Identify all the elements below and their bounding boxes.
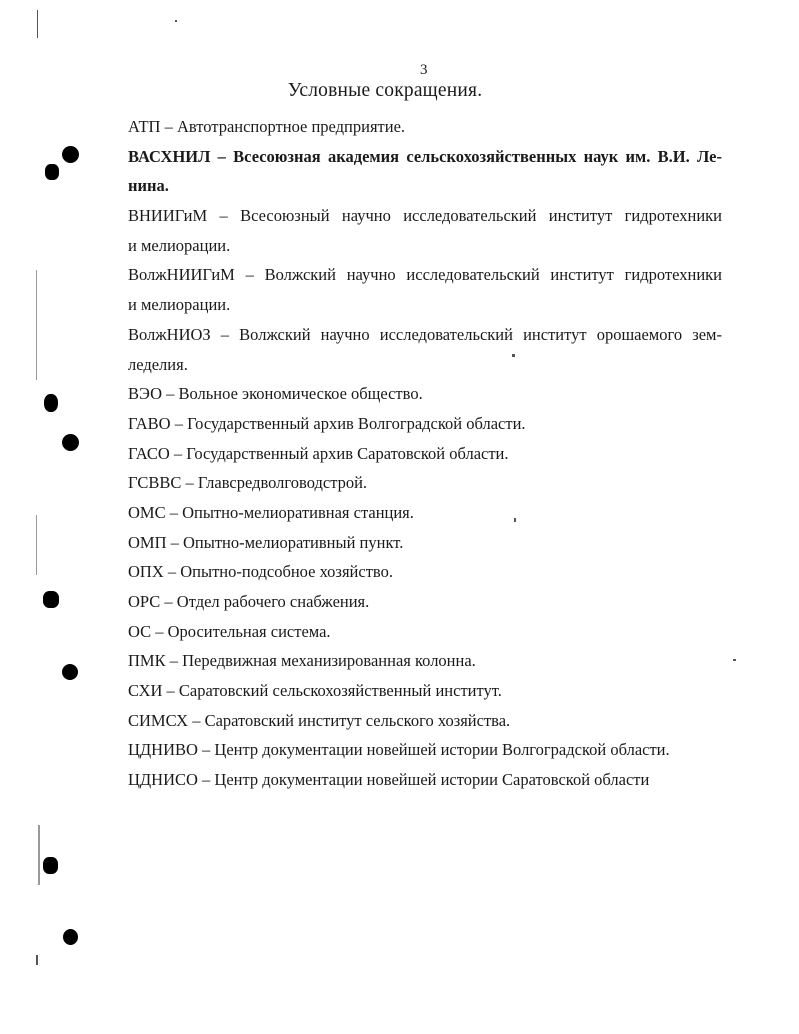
punch-hole-mark <box>45 164 59 180</box>
abbreviation-entry <box>128 142 722 201</box>
abbreviation-entry <box>128 379 722 409</box>
entry-line: ПМК – Передвижная механизированная колонна. <box>128 651 476 671</box>
entry-line: ЦДНИВО – Центр документации новейшей истории Волгоградской области. <box>128 740 670 760</box>
abbreviation-entry <box>128 676 722 706</box>
entry-line: ВЭО – Вольное экономическое общество. <box>128 384 423 404</box>
punch-hole-mark <box>62 146 79 163</box>
entry-line: СИМСХ – Саратовский институт сельского хозяйства. <box>128 710 511 730</box>
page-number: 3 <box>420 62 428 78</box>
abbreviation-entry <box>128 557 722 587</box>
abbreviation-entry <box>128 765 722 795</box>
entry-line: ВНИИГиМ – Всесоюзный научно исследовательский институт гидротехники <box>128 206 722 226</box>
punch-hole-mark <box>63 929 78 945</box>
abbreviation-entry <box>128 320 722 379</box>
entry-line: и мелиорации. <box>128 235 231 255</box>
entry-line: АТП – Автотранспортное предприятие. <box>128 117 406 136</box>
entry-line: ЦДНИСО – Центр документации новейшей истории Саратовской области <box>128 770 650 790</box>
punch-hole-mark <box>43 591 59 608</box>
entry-line: ВАСХНИЛ – Всесоюзная академия сельскохозяйственных наук им. В.И. Ле- <box>128 146 722 166</box>
entry-line: ВолжНИОЗ – Волжский научно исследовательский институт орошаемого зем- <box>128 324 722 344</box>
abbreviation-entry <box>128 528 722 558</box>
entry-line: ОС – Оросительная система. <box>128 621 331 641</box>
entry-line: ВолжНИИГиМ – Волжский научно исследовательский институт гидротехники <box>128 265 722 285</box>
entry-line: ОМС – Опытно-мелиоративная станция. <box>128 502 414 522</box>
abbreviation-entry <box>128 587 722 617</box>
entry-line: и мелиорации. <box>128 295 231 315</box>
page-title: Условные сокращения. <box>287 80 483 101</box>
entry-line: леделия. <box>128 354 188 374</box>
abbreviation-entry <box>128 112 722 142</box>
entry-line: ГАВО – Государственный архив Волгоградской области. <box>128 413 526 433</box>
punch-hole-mark <box>44 394 58 412</box>
entry-line: ОРС – Отдел рабочего снабжения. <box>128 592 370 611</box>
entry-line: нина. <box>128 176 169 196</box>
abbreviation-entry <box>128 260 722 319</box>
punch-hole-mark <box>62 434 79 451</box>
abbreviation-entry <box>128 617 722 647</box>
punch-hole-mark <box>43 857 58 874</box>
abbreviation-entry <box>128 409 722 439</box>
abbreviation-entry <box>128 468 722 498</box>
abbreviation-entry <box>128 646 722 676</box>
abbreviation-entry <box>128 201 722 260</box>
abbreviation-entry <box>128 498 722 528</box>
punch-hole-mark <box>62 664 78 680</box>
entry-line: СХИ – Саратовский сельскохозяйственный институт. <box>128 681 502 701</box>
entry-line: ОПХ – Опытно-подсобное хозяйство. <box>128 562 393 582</box>
entry-line: ОМП – Опытно-мелиоративный пункт. <box>128 532 404 552</box>
entry-line: ГАСО – Государственный архив Саратовской области. <box>128 443 509 463</box>
abbreviation-list <box>128 112 722 795</box>
abbreviation-entry <box>128 735 722 765</box>
abbreviation-entry <box>128 706 722 736</box>
entry-line: ГСВВС – Главсредволговодстрой. <box>128 473 368 493</box>
abbreviation-entry <box>128 439 722 469</box>
